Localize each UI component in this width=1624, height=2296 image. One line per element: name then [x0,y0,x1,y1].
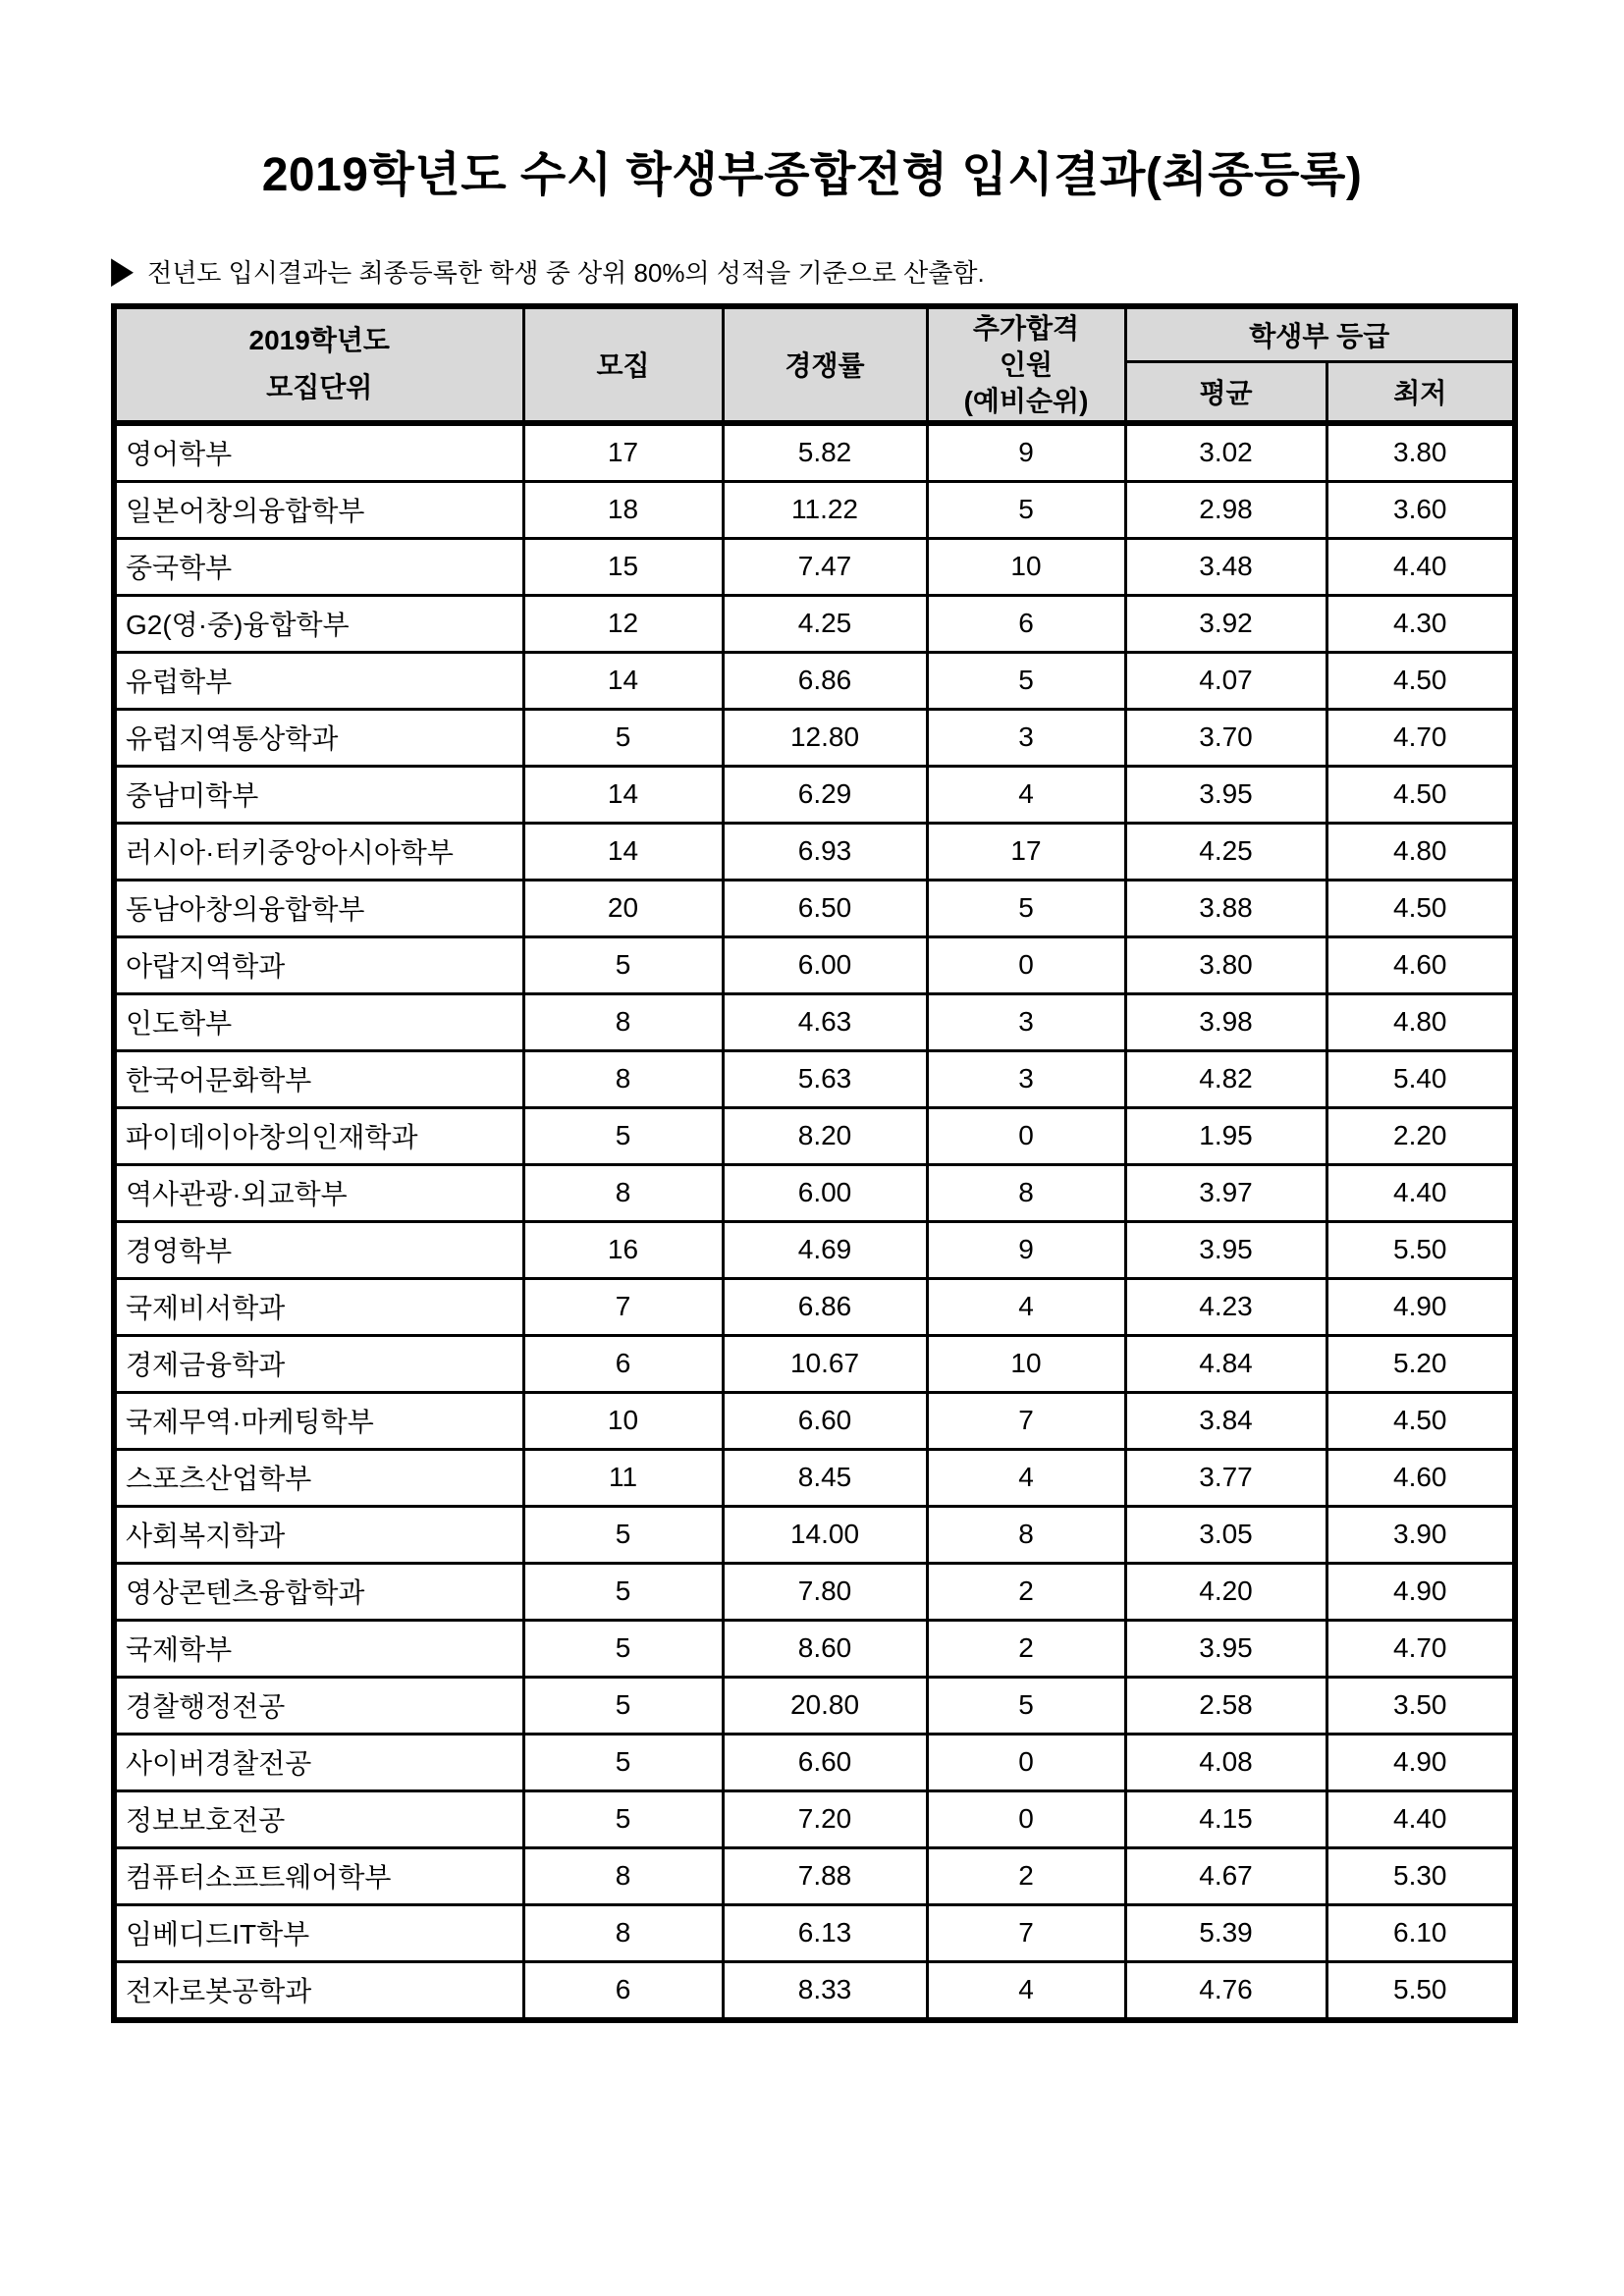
cell-min: 4.90 [1326,1734,1515,1790]
cell-avg: 3.92 [1125,595,1326,652]
cell-rate: 8.60 [723,1620,927,1677]
cell-recruit: 14 [523,823,723,880]
cell-unit: 유럽학부 [114,652,523,709]
cell-rate: 5.63 [723,1050,927,1107]
cell-extra: 9 [927,423,1125,482]
cell-extra: 9 [927,1221,1125,1278]
cell-recruit: 15 [523,538,723,595]
cell-rate: 4.63 [723,993,927,1050]
table-row [114,1221,1515,1278]
cell-min: 3.90 [1326,1506,1515,1563]
cell-unit: 한국어문화학부 [114,1050,523,1107]
cell-recruit: 5 [523,1506,723,1563]
cell-recruit: 6 [523,1961,723,2020]
cell-rate: 6.13 [723,1904,927,1961]
table-row [114,595,1515,652]
cell-extra: 0 [927,936,1125,993]
cell-extra: 5 [927,481,1125,538]
results-table [111,303,1518,2023]
cell-avg: 3.95 [1125,766,1326,823]
cell-unit: 전자로봇공학과 [114,1961,523,2020]
table-row [114,1107,1515,1164]
cell-rate: 6.00 [723,1164,927,1221]
cell-avg: 2.58 [1125,1677,1326,1734]
cell-rate: 7.88 [723,1847,927,1904]
cell-avg: 4.23 [1125,1278,1326,1335]
cell-unit: 일본어창의융합학부 [114,481,523,538]
cell-extra: 6 [927,595,1125,652]
cell-recruit: 5 [523,1620,723,1677]
header-grade-lowest: 최저 [1326,361,1515,423]
cell-recruit: 20 [523,880,723,936]
cell-avg: 3.77 [1125,1449,1326,1506]
cell-extra: 8 [927,1506,1125,1563]
table-row [114,1677,1515,1734]
cell-unit: 유럽지역통상학과 [114,709,523,766]
cell-extra: 4 [927,1278,1125,1335]
cell-extra: 7 [927,1904,1125,1961]
table-row [114,1335,1515,1392]
cell-avg: 4.82 [1125,1050,1326,1107]
cell-unit: 역사관광·외교학부 [114,1164,523,1221]
table-row [114,1563,1515,1620]
cell-recruit: 5 [523,1677,723,1734]
cell-recruit: 5 [523,709,723,766]
cell-min: 4.70 [1326,709,1515,766]
header-admission-unit [114,306,523,423]
cell-unit: 임베디드IT학부 [114,1904,523,1961]
cell-recruit: 6 [523,1335,723,1392]
cell-recruit: 5 [523,1734,723,1790]
cell-unit: 영상콘텐츠융합학과 [114,1563,523,1620]
cell-avg: 4.07 [1125,652,1326,709]
cell-min: 4.40 [1326,1790,1515,1847]
cell-avg: 3.95 [1125,1221,1326,1278]
cell-rate: 6.00 [723,936,927,993]
cell-unit: 인도학부 [114,993,523,1050]
cell-avg: 3.02 [1125,423,1326,482]
cell-avg: 3.80 [1125,936,1326,993]
cell-unit: 경영학부 [114,1221,523,1278]
cell-recruit: 14 [523,766,723,823]
cell-min: 4.50 [1326,652,1515,709]
table-row [114,880,1515,936]
cell-unit: 파이데이아창의인재학과 [114,1107,523,1164]
cell-avg: 4.84 [1125,1335,1326,1392]
cell-min: 4.30 [1326,595,1515,652]
header-additional-admits-line2: 인원 [999,348,1054,380]
cell-unit: 사이버경찰전공 [114,1734,523,1790]
cell-unit: 중남미학부 [114,766,523,823]
header-admission-unit-line2: 모집단위 [266,372,373,403]
cell-avg: 3.98 [1125,993,1326,1050]
cell-rate: 6.60 [723,1734,927,1790]
table-row [114,1278,1515,1335]
cell-extra: 3 [927,993,1125,1050]
cell-avg: 2.98 [1125,481,1326,538]
cell-rate: 8.45 [723,1449,927,1506]
table-row [114,823,1515,880]
note-line [111,249,1624,292]
cell-rate: 10.67 [723,1335,927,1392]
cell-unit: 중국학부 [114,538,523,595]
cell-min: 3.60 [1326,481,1515,538]
header-grade-average: 평균 [1125,361,1326,423]
cell-min: 5.30 [1326,1847,1515,1904]
cell-unit: 영어학부 [114,423,523,482]
cell-min: 5.50 [1326,1961,1515,2020]
cell-avg: 4.25 [1125,823,1326,880]
cell-recruit: 8 [523,1847,723,1904]
cell-rate: 6.93 [723,823,927,880]
cell-min: 4.90 [1326,1563,1515,1620]
cell-extra: 5 [927,652,1125,709]
cell-extra: 3 [927,709,1125,766]
cell-recruit: 5 [523,1790,723,1847]
cell-recruit: 8 [523,1164,723,1221]
cell-extra: 4 [927,1449,1125,1506]
cell-extra: 7 [927,1392,1125,1449]
cell-rate: 6.86 [723,1278,927,1335]
cell-recruit: 16 [523,1221,723,1278]
header-school-record-grade-group: 학생부 등급 [1125,306,1515,362]
table-row [114,1734,1515,1790]
cell-rate: 12.80 [723,709,927,766]
table-row [114,1164,1515,1221]
cell-unit: 국제비서학과 [114,1278,523,1335]
cell-avg: 4.15 [1125,1790,1326,1847]
cell-recruit: 8 [523,1050,723,1107]
cell-recruit: 14 [523,652,723,709]
cell-avg: 4.67 [1125,1847,1326,1904]
cell-recruit: 11 [523,1449,723,1506]
cell-avg: 1.95 [1125,1107,1326,1164]
cell-unit: 국제학부 [114,1620,523,1677]
cell-min: 3.50 [1326,1677,1515,1734]
cell-min: 4.60 [1326,936,1515,993]
cell-avg: 3.84 [1125,1392,1326,1449]
cell-min: 4.40 [1326,1164,1515,1221]
cell-recruit: 8 [523,1904,723,1961]
cell-unit: 정보보호전공 [114,1790,523,1847]
table-row [114,1904,1515,1961]
cell-avg: 3.05 [1125,1506,1326,1563]
results-table-body [114,423,1515,2020]
cell-extra: 17 [927,823,1125,880]
table-row [114,538,1515,595]
cell-min: 4.90 [1326,1278,1515,1335]
cell-extra: 5 [927,1677,1125,1734]
header-admission-unit-line1: 2019학년도 [248,325,390,356]
cell-unit: 스포츠산업학부 [114,1449,523,1506]
cell-recruit: 5 [523,1107,723,1164]
table-row [114,709,1515,766]
right-triangle-bullet-icon: ▶ [111,249,135,292]
cell-min: 5.40 [1326,1050,1515,1107]
cell-unit: 경제금융학과 [114,1335,523,1392]
cell-rate: 4.25 [723,595,927,652]
table-row [114,1790,1515,1847]
header-row-1 [114,306,1515,362]
cell-rate: 7.20 [723,1790,927,1847]
cell-min: 4.50 [1326,766,1515,823]
cell-rate: 4.69 [723,1221,927,1278]
cell-avg: 3.48 [1125,538,1326,595]
table-row [114,423,1515,482]
cell-unit: 국제무역·마케팅학부 [114,1392,523,1449]
cell-recruit: 5 [523,1563,723,1620]
cell-extra: 2 [927,1563,1125,1620]
cell-avg: 4.08 [1125,1734,1326,1790]
cell-rate: 6.29 [723,766,927,823]
table-row [114,993,1515,1050]
cell-avg: 5.39 [1125,1904,1326,1961]
table-row [114,1506,1515,1563]
header-recruit-count: 모집 [523,306,723,423]
cell-avg: 3.95 [1125,1620,1326,1677]
table-row [114,936,1515,993]
cell-min: 3.80 [1326,423,1515,482]
cell-extra: 2 [927,1847,1125,1904]
note-text: 전년도 입시결과는 최종등록한 학생 중 상위 80%의 성적을 기준으로 산출함. [147,257,985,288]
table-row [114,481,1515,538]
cell-min: 4.50 [1326,880,1515,936]
cell-extra: 0 [927,1734,1125,1790]
cell-unit: G2(영·중)융합학부 [114,595,523,652]
table-row [114,1961,1515,2020]
cell-min: 2.20 [1326,1107,1515,1164]
cell-recruit: 8 [523,993,723,1050]
cell-unit: 경찰행정전공 [114,1677,523,1734]
cell-unit: 러시아·터키중앙아시아학부 [114,823,523,880]
cell-rate: 14.00 [723,1506,927,1563]
cell-unit: 동남아창의융합학부 [114,880,523,936]
cell-recruit: 18 [523,481,723,538]
cell-min: 4.80 [1326,993,1515,1050]
cell-min: 5.20 [1326,1335,1515,1392]
cell-recruit: 5 [523,936,723,993]
cell-extra: 10 [927,538,1125,595]
cell-recruit: 10 [523,1392,723,1449]
cell-unit: 아랍지역학과 [114,936,523,993]
cell-unit: 컴퓨터소프트웨어학부 [114,1847,523,1904]
header-additional-admits [927,306,1125,423]
cell-extra: 2 [927,1620,1125,1677]
cell-extra: 3 [927,1050,1125,1107]
table-row [114,1449,1515,1506]
results-table-header [114,306,1515,423]
cell-avg: 3.88 [1125,880,1326,936]
cell-recruit: 7 [523,1278,723,1335]
cell-rate: 11.22 [723,481,927,538]
cell-rate: 7.47 [723,538,927,595]
table-row [114,1392,1515,1449]
cell-extra: 0 [927,1790,1125,1847]
cell-extra: 5 [927,880,1125,936]
cell-rate: 6.86 [723,652,927,709]
cell-rate: 8.33 [723,1961,927,2020]
cell-extra: 4 [927,766,1125,823]
cell-recruit: 12 [523,595,723,652]
cell-rate: 5.82 [723,423,927,482]
cell-min: 4.80 [1326,823,1515,880]
header-additional-admits-line1: 추가합격 [972,312,1080,344]
cell-extra: 0 [927,1107,1125,1164]
cell-min: 4.50 [1326,1392,1515,1449]
cell-rate: 20.80 [723,1677,927,1734]
cell-rate: 6.50 [723,880,927,936]
cell-extra: 4 [927,1961,1125,2020]
cell-min: 5.50 [1326,1221,1515,1278]
cell-min: 4.70 [1326,1620,1515,1677]
cell-unit: 사회복지학과 [114,1506,523,1563]
cell-avg: 4.76 [1125,1961,1326,2020]
cell-avg: 3.70 [1125,709,1326,766]
table-row [114,1847,1515,1904]
page-title: 2019학년도 수시 학생부종합전형 입시결과(최종등록) [261,149,1363,201]
cell-min: 4.40 [1326,538,1515,595]
cell-rate: 8.20 [723,1107,927,1164]
cell-rate: 6.60 [723,1392,927,1449]
cell-extra: 8 [927,1164,1125,1221]
cell-min: 4.60 [1326,1449,1515,1506]
table-row [114,1050,1515,1107]
table-row [114,652,1515,709]
table-row [114,1620,1515,1677]
cell-rate: 7.80 [723,1563,927,1620]
cell-min: 6.10 [1326,1904,1515,1961]
cell-avg: 4.20 [1125,1563,1326,1620]
cell-recruit: 17 [523,423,723,482]
header-additional-admits-line3: (예비순위) [963,385,1089,416]
table-row [114,766,1515,823]
cell-extra: 10 [927,1335,1125,1392]
header-competition-rate: 경쟁률 [723,306,927,423]
cell-avg: 3.97 [1125,1164,1326,1221]
